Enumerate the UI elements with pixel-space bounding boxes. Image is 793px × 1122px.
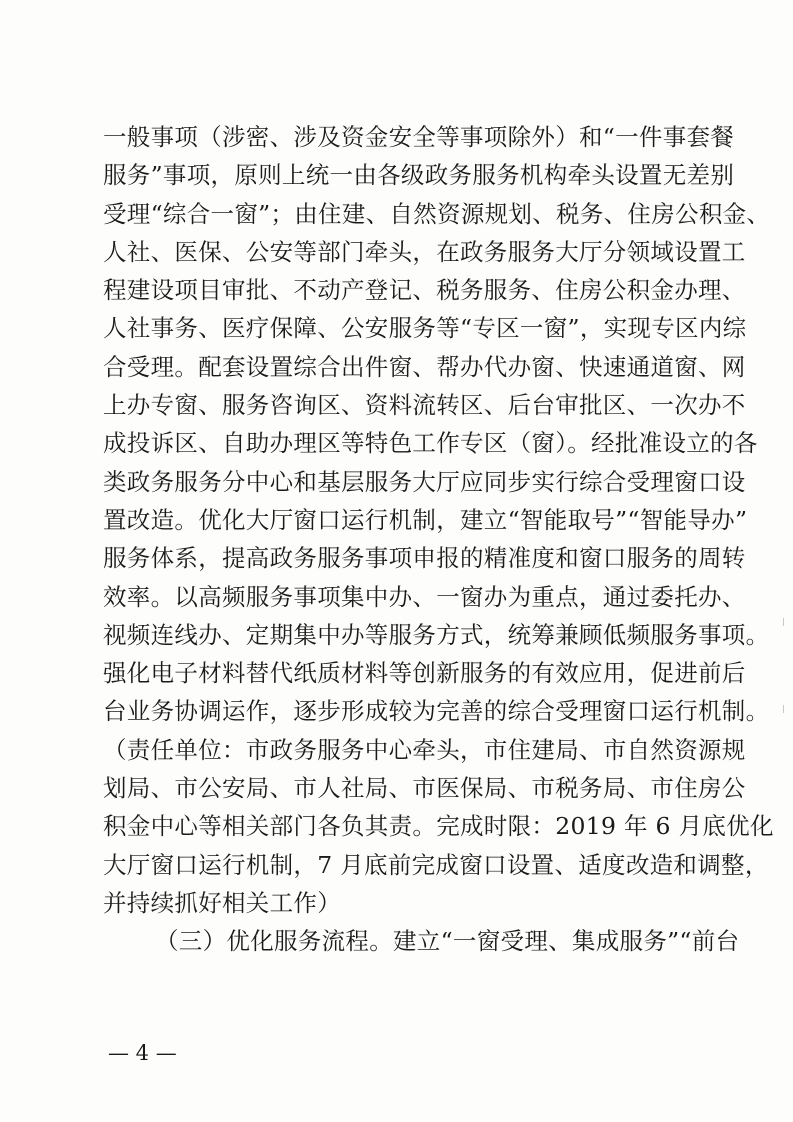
text-line: 程建设项目审批、不动产登记、税务服务、住房公积金办理、 (103, 276, 746, 305)
text-line: 服务体系，提高政务服务事项申报的精准度和窗口服务的周转 (103, 544, 746, 573)
text-line: 服务”事项，原则上统一由各级政务服务机构牵头设置无差别 (103, 161, 735, 190)
text-line: 大厅窗口运行机制，7 月底前完成窗口设置、适度改造和调整， (103, 850, 769, 879)
text-line: 效率。以高频服务事项集中办、一窗办为重点，通过委托办、 (103, 582, 746, 611)
text-line: 成投诉区、自助办理区等特色工作专区（窗）。经批准设立的各 (103, 429, 758, 458)
text-line: 并持续抓好相关工作） (103, 888, 341, 917)
section-heading-line: （三）优化服务流程。建立“一窗受理、集成服务”“前台 (155, 927, 740, 956)
text-line: 划局、市公安局、市人社局、市医保局、市税务局、市住房公 (103, 774, 746, 803)
text-line: 受理“综合一窗”；由住建、自然资源规划、税务、住房公积金、 (103, 199, 771, 228)
scan-margin-mark (783, 618, 784, 626)
scan-margin-mark (783, 705, 784, 713)
text-line: 强化电子材料替代纸质材料等创新服务的有效应用，促进前后 (103, 659, 746, 688)
text-line: 人社事务、医疗保障、公安服务等“专区一窗”，实现专区内综 (103, 314, 747, 343)
text-line: 上办专窗、服务咨询区、资料流转区、后台审批区、一次办不 (103, 391, 746, 420)
text-line: 台业务协调运作，逐步形成较为完善的综合受理窗口运行机制。 (103, 697, 770, 726)
text-line: 视频连线办、定期集中办等服务方式，统筹兼顾低频服务事项。 (103, 620, 770, 649)
text-line: 人社、医保、公安等部门牵头，在政务服务大厅分领域设置工 (103, 237, 746, 266)
text-line: （责任单位：市政务服务中心牵头，市住建局、市自然资源规 (103, 735, 746, 764)
body-text (103, 118, 774, 961)
text-line: 一般事项（涉密、涉及资金安全等事项除外）和“一件事套餐 (103, 123, 735, 151)
text-line: 积金中心等相关部门各负其责。完成时限：2019 年 6 月底优化 (103, 812, 774, 841)
text-line: 类政务服务分中心和基层服务大厅应同步实行综合受理窗口设 (103, 467, 746, 496)
text-line: 合受理。配套设置综合出件窗、帮办代办窗、快速通道窗、网 (103, 352, 746, 381)
page-number: — 4 — (108, 1041, 177, 1065)
text-line: 置改造。优化大厅窗口运行机制，建立“智能取号”“智能导办” (103, 505, 748, 534)
